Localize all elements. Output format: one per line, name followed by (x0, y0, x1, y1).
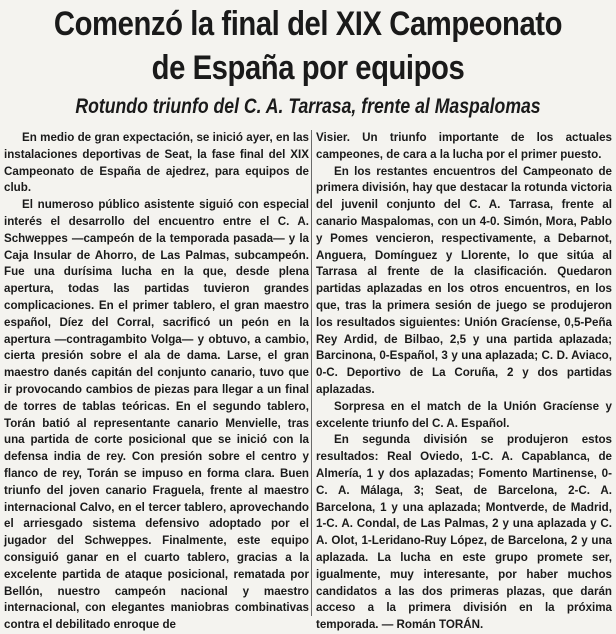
paragraph: En los restantes encuentros del Campeonato de primera división, hay que destacar la rotunda victoria del juvenil conjunto del C. A. Tarrasa, frente al canario Maspalomas, con un 4-0. Simón, Mora, Pablo y Pomes vencieron, respectivamente, a Debarnot, Anguera, Domínguez y Llorente, lo que sitúa al Tarrasa al frente de la clasificación. Quedaron partidas aplazadas en los otros encuentros, en los que, tras la primera sesión de juego se produjeron los resultados siguientes: Unión Gracíense, 0,5-Peña Rey Ardid, de Bilbao, 2,5 y una partida aplazada; Barcinona, 0-Español, 3 y una aplazada; C. D. Aviaco, 0-C. Deportivo de La Coruña, 2 y dos partidas aplazadas. (316, 164, 612, 396)
headline (43, 2, 573, 90)
article-column-2 (316, 130, 612, 632)
subheadline: Rotundo triunfo del C. A. Tarrasa, frente al Maspalomas (75, 95, 541, 118)
article-column-1 (4, 130, 309, 632)
headline-line-1: Comenzó la final del XIX Campeonato (53, 5, 563, 43)
paragraph: En segunda división se produjeron estos resultados: Real Oviedo, 1-C. A. Capablanca, de Almería, 1 y dos aplazadas; Fomento Martinense, 0-C. A. Málaga, 3; Seat, de Barcelona, 2-C. A. Barcelona, 1 y una aplazada; Montverde, de Madrid, 1-C. A. Condal, de Las Palmas, 2 y una aplazada y C. A. Olot, 1-Leridano-Ruy López, de Barcelona, 2 y una aplazada. La lucha en este grupo promete ser, igualmente, muy interesante, por haber muchos candidatos a las dos primeras plazas, que darán acceso a la primera división en la próxima temporada. — Román TORÁN. (316, 433, 612, 632)
paragraph: El numeroso público asistente siguió con especial interés el desarrollo del encuentro entre el C. A. Schweppes —campeón de la temporada pasada— y la Caja Insular de Ahorro, de Las Palmas, subcampeón. Fue una durísima lucha en la que, desde plena apertura, todas las partidas tuvieron grandes complicaciones. En el primer tablero, el gran maestro español, Díez del Corral, sacrificó un peón en la apertura —contragambito Volga— y obtuvo, a cambio, cierta presión sobre el ala de dama. Larse, el gran maestro danés capitán del conjunto canario, tuvo que ir provocando cambios de piezas para llegar a un final de torres de tablas teóricas. En el segundo tablero, Torán batió al representante canario Menvielle, tras una partida de corte posicional que se inició con la defensa india de rey. Con presión sobre el centro y flanco de rey, Torán se impuso en forma clara. Buen triunfo del joven canario Fraguela, frente al maestro internacional Calvo, en el tercer tablero, aprovechando el arriesgado sistema defensivo adoptado por el jugador del Schweppes. Finalmente, este equipo consiguió ganar en el cuarto tablero, gracias a la excelente partida de ataque posicional, rematada por Bellón, nuestro campeón nacional y maestro internacional, con elegantes maniobras combinativas contra el debilitado enroque de (4, 198, 309, 632)
paragraph: Sorpresa en el match de la Unión Gracíense y excelente triunfo del C. A. Español. (316, 399, 612, 430)
paragraph: En medio de gran expectación, se inició ayer, en las instalaciones deportivas de Seat, la fase final del XIX Campeonato de España de ajedrez, para equipos de club. (4, 131, 309, 195)
paragraph: Visier. Un triunfo importante de los actuales campeones, de cara a la lucha por el primer puesto. (316, 131, 612, 161)
headline-line-2: de España por equipos (151, 49, 465, 87)
column-divider (311, 130, 312, 616)
